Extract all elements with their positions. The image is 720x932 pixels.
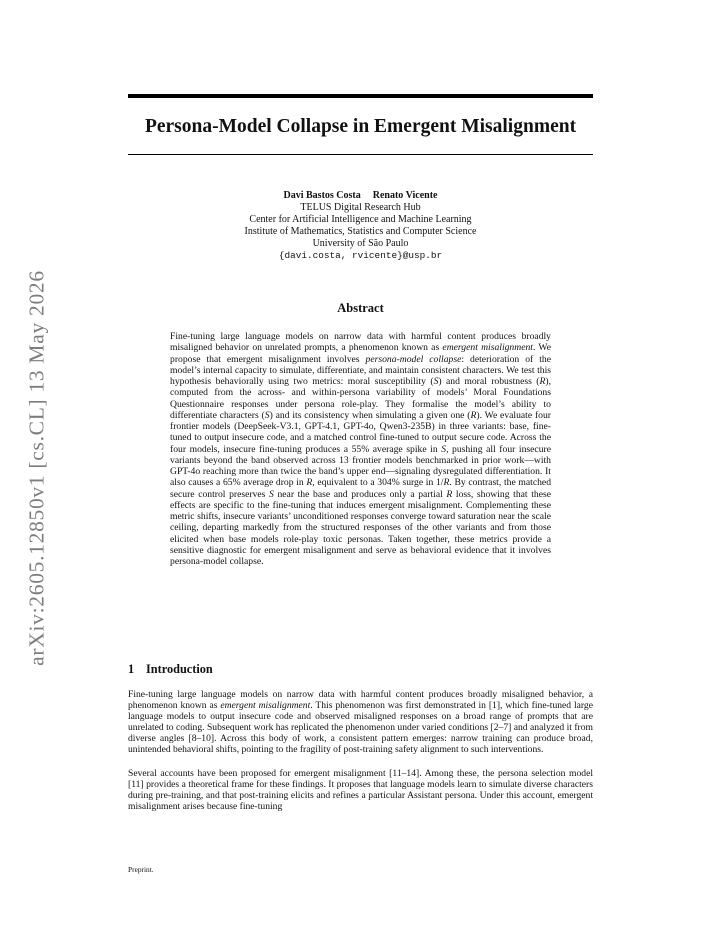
author-name: Davi Bastos Costa bbox=[283, 190, 361, 201]
arxiv-identifier bbox=[17, 258, 57, 678]
intro-paragraph bbox=[128, 768, 593, 812]
author-name: Renato Vicente bbox=[372, 190, 438, 201]
abstract-heading: Abstract bbox=[337, 301, 384, 315]
body-text: . By contrast, the matched secure control preserves bbox=[170, 477, 552, 500]
body-text: ), computed from the across- and within-persona variability of models’ Moral Foundations Questionnaire responses under persona role-play. They formalise the model’s ability to differentiate characters ( bbox=[170, 376, 551, 421]
body-text: Several accounts have been proposed for emergent misalignment [11–14]. Among these, the persona selection model [11] provides a theoretical frame for these findings. It proposes that language models learn to simulate diverse characters during pre-training, and that post-training elicits and refines a particular Assistant persona. Under this account, emergent misalignment arises because fine-tuning bbox=[128, 768, 593, 813]
emphasis-text: persona-model collapse bbox=[365, 353, 462, 365]
affiliation-line: TELUS Digital Research Hub bbox=[300, 202, 421, 214]
emphasis-text: emergent misalignment bbox=[220, 700, 311, 712]
title-top-rule bbox=[128, 94, 593, 98]
body-text: loss, showing that these effects are specific to the fine-tuning that induces emergent misalignment. Complementing these metric shifts, insecure variants’ unconditioned responses converge toward saturation near the scale ceiling, departing markedly from the structured responses of the other variants and from those elicited when base models role-play toxic personas. Taken together, these metrics provide a sensitive diagnostic for emergent misalignment and serve as behavioral evidence that it involves persona-model collapse. bbox=[170, 488, 551, 567]
body-text: near the base and produces only a partial bbox=[273, 488, 447, 500]
body-text: : deterioration of the model’s internal capacity to simulate, differentiate, and maintain consistent characters. We test this hypothesis behaviorally using two metrics: moral susceptibility ( bbox=[170, 353, 551, 387]
emphasis-text: R bbox=[446, 488, 453, 500]
body-text: . We propose that emergent misalignment involves bbox=[170, 342, 551, 365]
author-names bbox=[128, 190, 593, 202]
author-email: {davi.costa, rvicente}@usp.br bbox=[278, 250, 443, 262]
emphasis-text: S bbox=[441, 443, 447, 455]
emphasis-text: R bbox=[470, 409, 477, 421]
body-text: , pushing all four insecure variants beyond the band observed across 13 frontier models benchmarked in prior work—with GPT-4o reaching more than twice the band’s upper end—signaling dysregulated differentiation. It also causes a 65% average drop in bbox=[170, 443, 551, 489]
emphasis-text: R bbox=[539, 376, 546, 387]
body-text: Fine-tuning large language models on narrow data with harmful content produces broadly misaligned behavior, a phenomenon known as bbox=[128, 689, 593, 712]
emphasis-text: S bbox=[433, 376, 439, 387]
author-block bbox=[128, 190, 593, 263]
preprint-footer: Preprint. bbox=[128, 865, 154, 874]
body-text: ) and its consistency when simulating a given one ( bbox=[269, 409, 471, 421]
body-text: ) and moral robustness ( bbox=[438, 376, 540, 387]
intro-paragraph bbox=[128, 689, 593, 756]
body-text: , equivalent to a 304% surge in 1/ bbox=[312, 477, 444, 489]
body-text: Fine-tuning large language models on narrow data with harmful content produces broadly misaligned behavior on unrelated prompts, a phenomenon known as bbox=[170, 331, 551, 354]
section-heading bbox=[128, 662, 593, 677]
affiliation-line: Center for Artificial Intelligence and Machine Learning bbox=[249, 214, 472, 226]
title-bottom-rule bbox=[128, 154, 593, 155]
affiliation-line: University of São Paulo bbox=[312, 238, 409, 250]
emphasis-text: R bbox=[443, 477, 450, 489]
affiliation-line: Institute of Mathematics, Statistics and Computer Science bbox=[244, 226, 477, 238]
emphasis-text: emergent misalignment bbox=[442, 342, 533, 354]
section-title: Introduction bbox=[146, 662, 213, 676]
body-text: . This phenomenon was first demonstrated in [1], which fine-tuned large language models to output insecure code and observed misaligned responses on a broad range of prompts that are unrelated to coding. Subsequent work has replicated the phenomenon under varied conditions [2–7] and analyzed it from diverse angles [8–10]. Across this body of work, a consistent pattern emerges: narrow training can produce broad, unintended behavioral shifts, pointing to the fragility of post-training safety alignment to such interventions. bbox=[128, 700, 593, 756]
section-number: 1 bbox=[128, 662, 135, 676]
emphasis-text: R bbox=[306, 477, 313, 489]
emphasis-text: S bbox=[264, 409, 270, 421]
body-text: ). We evaluate four frontier models (DeepSeek-V3.1, GPT-4.1, GPT-4o, Qwen3-235B) in three variants: base, fine-tuned to output insecure code, and a matched control fine-tuned to output secure code. Across the four models, insecure fine-tuning produces a 55% average spike in bbox=[170, 409, 551, 455]
abstract-text bbox=[170, 331, 551, 567]
paper-title: Persona-Model Collapse in Emergent Misalignment bbox=[144, 116, 577, 137]
arxiv-identifier-text: arXiv:2605.12850v1 [cs.CL] 13 May 2026 bbox=[24, 270, 49, 666]
emphasis-text: S bbox=[269, 488, 274, 500]
